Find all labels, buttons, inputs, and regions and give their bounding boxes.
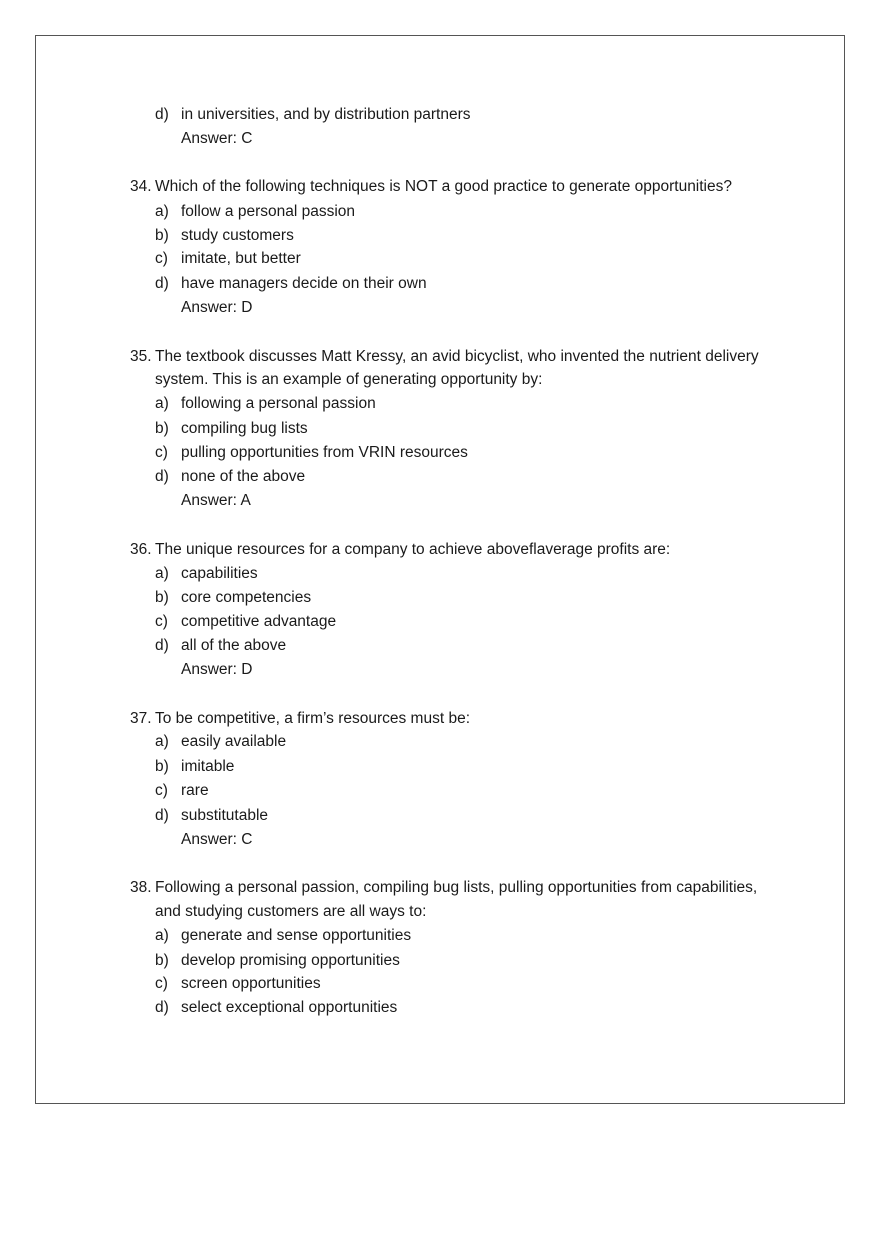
- question-37-number: 37.: [130, 710, 152, 727]
- question-35-text-line-2: system. This is an example of generating opportunity by:: [155, 371, 543, 388]
- question-36-option-c-letter: c): [155, 613, 168, 630]
- question-34-option-d-letter: d): [155, 275, 169, 292]
- question-34-option-d: have managers decide on their own: [181, 275, 427, 292]
- question-34-option-c: imitate, but better: [181, 250, 301, 267]
- question-38-option-b: develop promising opportunities: [181, 952, 400, 969]
- question-35-number: 35.: [130, 348, 152, 365]
- question-35-answer: Answer: A: [181, 492, 251, 509]
- continued-option-letter: d): [155, 106, 169, 123]
- question-35-option-b-letter: b): [155, 420, 169, 437]
- question-35-option-d: none of the above: [181, 468, 306, 485]
- question-37-option-b: imitable: [181, 758, 235, 775]
- question-38-text-line-2: and studying customers are all ways to:: [155, 903, 427, 920]
- question-35-option-a: following a personal passion: [181, 395, 376, 412]
- question-37-option-b-letter: b): [155, 758, 169, 775]
- question-38-option-c-letter: c): [155, 975, 168, 992]
- question-36-option-a: capabilities: [181, 565, 258, 582]
- question-35-option-b: compiling bug lists: [181, 420, 308, 437]
- question-36-text: The unique resources for a company to achieve aboveflaverage profits are:: [155, 541, 671, 558]
- question-37-option-d-letter: d): [155, 807, 169, 824]
- question-34-option-c-letter: c): [155, 250, 168, 267]
- question-35-option-c-letter: c): [155, 444, 168, 461]
- question-35-option-d-letter: d): [155, 468, 169, 485]
- question-34-answer: Answer: D: [181, 299, 253, 316]
- question-37-option-c: rare: [181, 782, 209, 799]
- question-35-option-a-letter: a): [155, 395, 169, 412]
- question-34-text: Which of the following techniques is NOT a good practice to generate opportunities?: [155, 178, 732, 195]
- question-37-answer: Answer: C: [181, 831, 253, 848]
- continued-answer: Answer: C: [181, 130, 253, 147]
- question-37-option-a: easily available: [181, 733, 287, 750]
- question-38-number: 38.: [130, 879, 152, 896]
- question-34-option-b: study customers: [181, 227, 294, 244]
- question-36-option-b: core competencies: [181, 589, 312, 606]
- question-34-option-b-letter: b): [155, 227, 169, 244]
- question-35-text-line-1: The textbook discusses Matt Kressy, an avid bicyclist, who invented the nutrient delivery: [155, 348, 759, 365]
- question-36-option-d-letter: d): [155, 637, 169, 654]
- question-34-number: 34.: [130, 178, 152, 195]
- question-34-option-a: follow a personal passion: [181, 203, 356, 220]
- question-36-option-b-letter: b): [155, 589, 169, 606]
- question-35-option-c: pulling opportunities from VRIN resources: [181, 444, 468, 461]
- question-37-text: To be competitive, a firm’s resources must be:: [155, 710, 471, 727]
- question-38-option-a-letter: a): [155, 927, 169, 944]
- question-36-option-d: all of the above: [181, 637, 287, 654]
- question-36-option-a-letter: a): [155, 565, 169, 582]
- question-38-option-d: select exceptional opportunities: [181, 999, 398, 1016]
- question-38-option-a: generate and sense opportunities: [181, 927, 412, 944]
- question-37-option-c-letter: c): [155, 782, 168, 799]
- question-38-option-d-letter: d): [155, 999, 169, 1016]
- question-36-option-c: competitive advantage: [181, 613, 337, 630]
- question-37-option-a-letter: a): [155, 733, 169, 750]
- question-34-option-a-letter: a): [155, 203, 169, 220]
- question-37-option-d: substitutable: [181, 807, 269, 824]
- question-36-number: 36.: [130, 541, 152, 558]
- question-36-answer: Answer: D: [181, 661, 253, 678]
- question-38-text-line-1: Following a personal passion, compiling bug lists, pulling opportunities from capabilities,: [155, 879, 758, 896]
- continued-option-text: in universities, and by distribution partners: [181, 106, 471, 123]
- question-38-option-b-letter: b): [155, 952, 169, 969]
- question-38-option-c: screen opportunities: [181, 975, 321, 992]
